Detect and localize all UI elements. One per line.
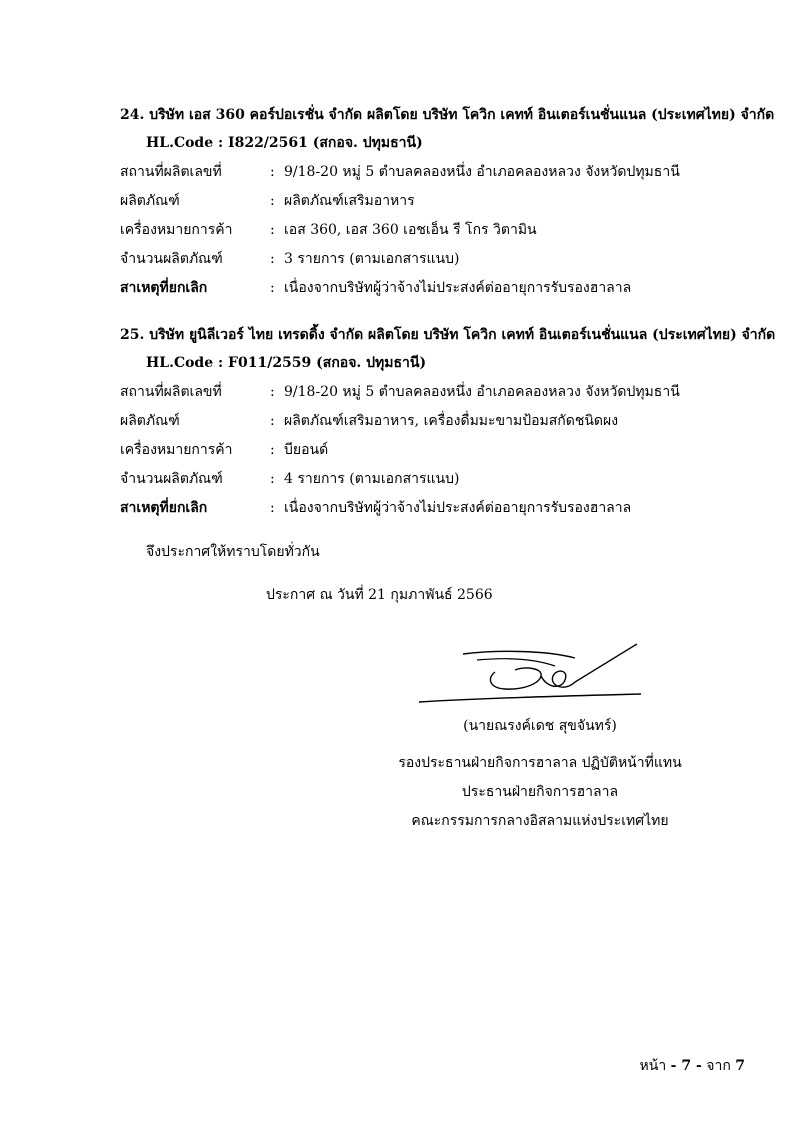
signatory-position-2: ประธานฝ่ายกิจการฮาลาล <box>461 784 619 800</box>
entry-25-code: HL.Code : F011/2559 (สกอจ. ปทุมธานี) <box>146 355 427 371</box>
closing-statement: จึงประกาศให้ทราบโดยทั่วกัน <box>146 544 320 560</box>
entry-25-product-label: ผลิตภัณฑ์ <box>120 413 180 429</box>
entry-25-reason-label: สาเหตุที่ยกเลิก <box>120 500 208 516</box>
entry-24-location-label: สถานที่ผลิตเลขที่ <box>120 164 222 180</box>
page-number: หน้า - 7 - จาก 7 <box>639 1058 745 1074</box>
entry-24-trademark-label: เครื่องหมายการค้า <box>120 222 233 238</box>
entry-24-count-label: จำนวนผลิตภัณฑ์ <box>120 251 223 267</box>
entry-25-trademark-value: : บียอนด์ <box>270 442 329 458</box>
entry-25-location-label: สถานที่ผลิตเลขที่ <box>120 384 222 400</box>
signatory-position-3: คณะกรรมการกลางอิสลามแห่งประเทศไทย <box>411 813 669 829</box>
entry-24-location-value: : 9/18-20 หมู่ 5 ตำบลคลองหนึ่ง อำเภอคลองหลวง จังหวัดปทุมธานี <box>270 164 680 180</box>
signatory-position-1: รองประธานฝ่ายกิจการฮาลาล ปฏิบัติหน้าที่แทน <box>398 755 682 771</box>
entry-24-code: HL.Code : I822/2561 (สกอจ. ปทุมธานี) <box>146 135 423 151</box>
entry-25-location-value: : 9/18-20 หมู่ 5 ตำบลคลองหนึ่ง อำเภอคลองหลวง จังหวัดปทุมธานี <box>270 384 680 400</box>
entry-24-trademark-value: : เอส 360, เอส 360 เอชเอ็น รี โกร วิตามิน <box>270 222 537 238</box>
entry-25-trademark-label: เครื่องหมายการค้า <box>120 442 233 458</box>
entry-25-reason-value: : เนื่องจากบริษัทผู้ว่าจ้างไม่ประสงค์ต่ออายุการรับรองฮาลาล <box>270 500 632 516</box>
entry-24-product-label: ผลิตภัณฑ์ <box>120 193 180 209</box>
entry-25-count-value: : 4 รายการ (ตามเอกสารแนบ) <box>270 471 460 487</box>
signature-image <box>415 640 645 710</box>
entry-24-count-value: : 3 รายการ (ตามเอกสารแนบ) <box>270 251 460 267</box>
entry-24-reason-label: สาเหตุที่ยกเลิก <box>120 280 208 296</box>
entry-25-product-value: : ผลิตภัณฑ์เสริมอาหาร, เครื่องดื่มมะขามป้อมสกัดชนิดผง <box>270 413 619 429</box>
entry-24-reason-value: : เนื่องจากบริษัทผู้ว่าจ้างไม่ประสงค์ต่ออายุการรับรองฮาลาล <box>270 280 632 296</box>
entry-25-title: 25. บริษัท ยูนิลีเวอร์ ไทย เทรดดิ้ง จำกัด ผลิตโดย บริษัท โควิก เคทท์ อินเตอร์เนชั่นแนล (ประเทศไทย) จำกัด <box>120 327 776 343</box>
signatory-name: (นายณรงค์เดช สุขจันทร์) <box>463 718 617 734</box>
entry-25-count-label: จำนวนผลิตภัณฑ์ <box>120 471 223 487</box>
entry-24-title: 24. บริษัท เอส 360 คอร์ปอเรชั่น จำกัด ผลิตโดย บริษัท โควิก เคทท์ อินเตอร์เนชั่นแนล (ประเทศไทย) จำกัด <box>120 107 775 123</box>
entry-24-product-value: : ผลิตภัณฑ์เสริมอาหาร <box>270 193 415 209</box>
announcement-date: ประกาศ ณ วันที่ 21 กุมภาพันธ์ 2566 <box>266 587 493 603</box>
